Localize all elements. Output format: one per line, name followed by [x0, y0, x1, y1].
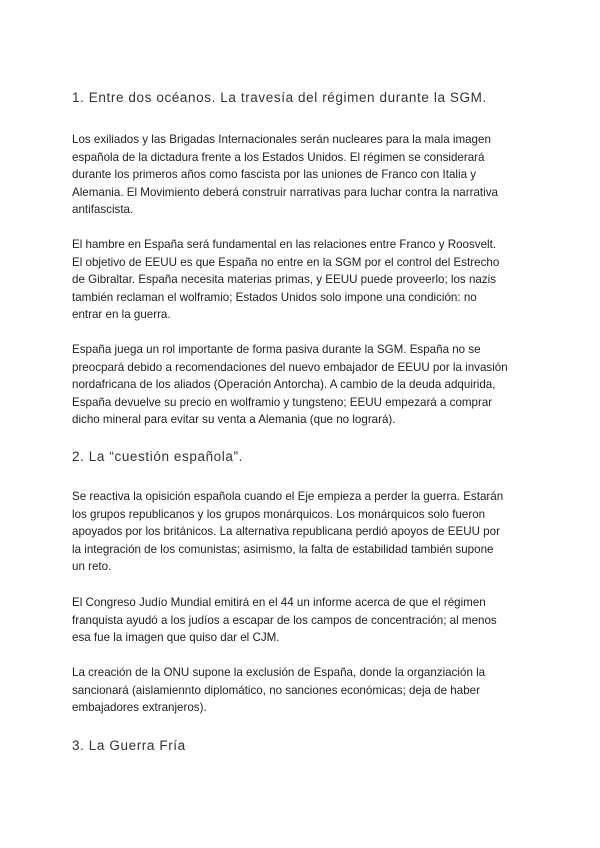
text-line: los grupos republicanos y los grupos monárquicos. Los monárquicos solo fueron: [72, 507, 486, 521]
text-line: antifascista.: [72, 203, 134, 217]
text-line: un reto.: [72, 560, 112, 574]
text-line: preocpará debido a recomendaciones del nuevo embajador de EEUU por la invasión: [72, 360, 508, 374]
text-line: La creación de la ONU supone la exclusión de España, donde la organziación la: [72, 666, 486, 679]
text-line: nordafricana de los aliados (Operación Antorcha). A cambio de la deuda adquirida,: [72, 378, 496, 392]
section-1-paragraph-3: [72, 341, 532, 429]
section-2-heading: 2. La “cuestión española”.: [72, 449, 243, 464]
section-1-paragraph-2: [72, 236, 532, 324]
text-line: la integración de los comunistas; asimismo, la falta de estabilidad también supone: [72, 542, 494, 556]
text-line: Los exiliados y las Brigadas Internacionales serán nucleares para la mala imagen: [72, 133, 491, 146]
section-3-heading: 3. La Guerra Fría: [72, 738, 186, 753]
text-line: franquista ayudó a los judíos a escapar de los campos de concentración; al menos: [72, 613, 497, 627]
text-line: apoyados por los británicos. La alternativa republicana perdió apoyos de EEUU por: [72, 525, 500, 539]
text-line: El objetivo de EEUU es que España no entre en la SGM por el control del Estrecho: [72, 255, 500, 269]
text-line: Se reactiva la opisición española cuando el Eje empieza a perder la guerra. Estarán: [72, 490, 504, 503]
text-line: esa fue la imagen que quiso dar el CJM.: [72, 631, 280, 645]
text-line: Alemania. El Movimiento deberá construir narrativas para luchar contra la narrativa: [72, 185, 498, 199]
section-2-paragraph-2: [72, 594, 532, 647]
text-line: de Gibraltar. España necesita materias primas, y EEUU puede proveerlo; los nazis: [72, 273, 497, 287]
text-line: también reclaman el wolframio; Estados Unidos solo impone una condición: no: [72, 290, 477, 304]
text-line: entrar en la guerra.: [72, 308, 171, 322]
text-line: El hambre en España será fundamental en las relaciones entre Franco y Roosvelt.: [72, 238, 497, 251]
text-line: España juega un rol importante de forma pasiva durante la SGM. España no se: [72, 343, 481, 356]
text-line: España devuelve su precio en wolframio y tungsteno; EEUU empezará a comprar: [72, 395, 493, 409]
section-2-paragraph-3: [72, 664, 532, 717]
text-line: El Congreso Judío Mundial emitirá en el 44 un informe acerca de que el régimen: [72, 596, 486, 609]
text-line: durante los primeros años como fascista por las uniones de Franco con Italia y: [72, 168, 477, 182]
text-line: dicho mineral para evitar su venta a Alemania (que no logrará).: [72, 413, 396, 427]
section-1-heading: 1. Entre dos océanos. La travesía del régimen durante la SGM.: [72, 90, 487, 105]
text-line: española de la dictadura frente a los Estados Unidos. El régimen se considerará: [72, 150, 485, 164]
section-2-paragraph-1: [72, 488, 532, 576]
text-line: embajadores extranjeros).: [72, 701, 207, 715]
section-1-paragraph-1: [72, 131, 532, 219]
text-line: sancionará (aislamiennto diplomático, no sanciones económicas; deja de haber: [72, 683, 480, 697]
